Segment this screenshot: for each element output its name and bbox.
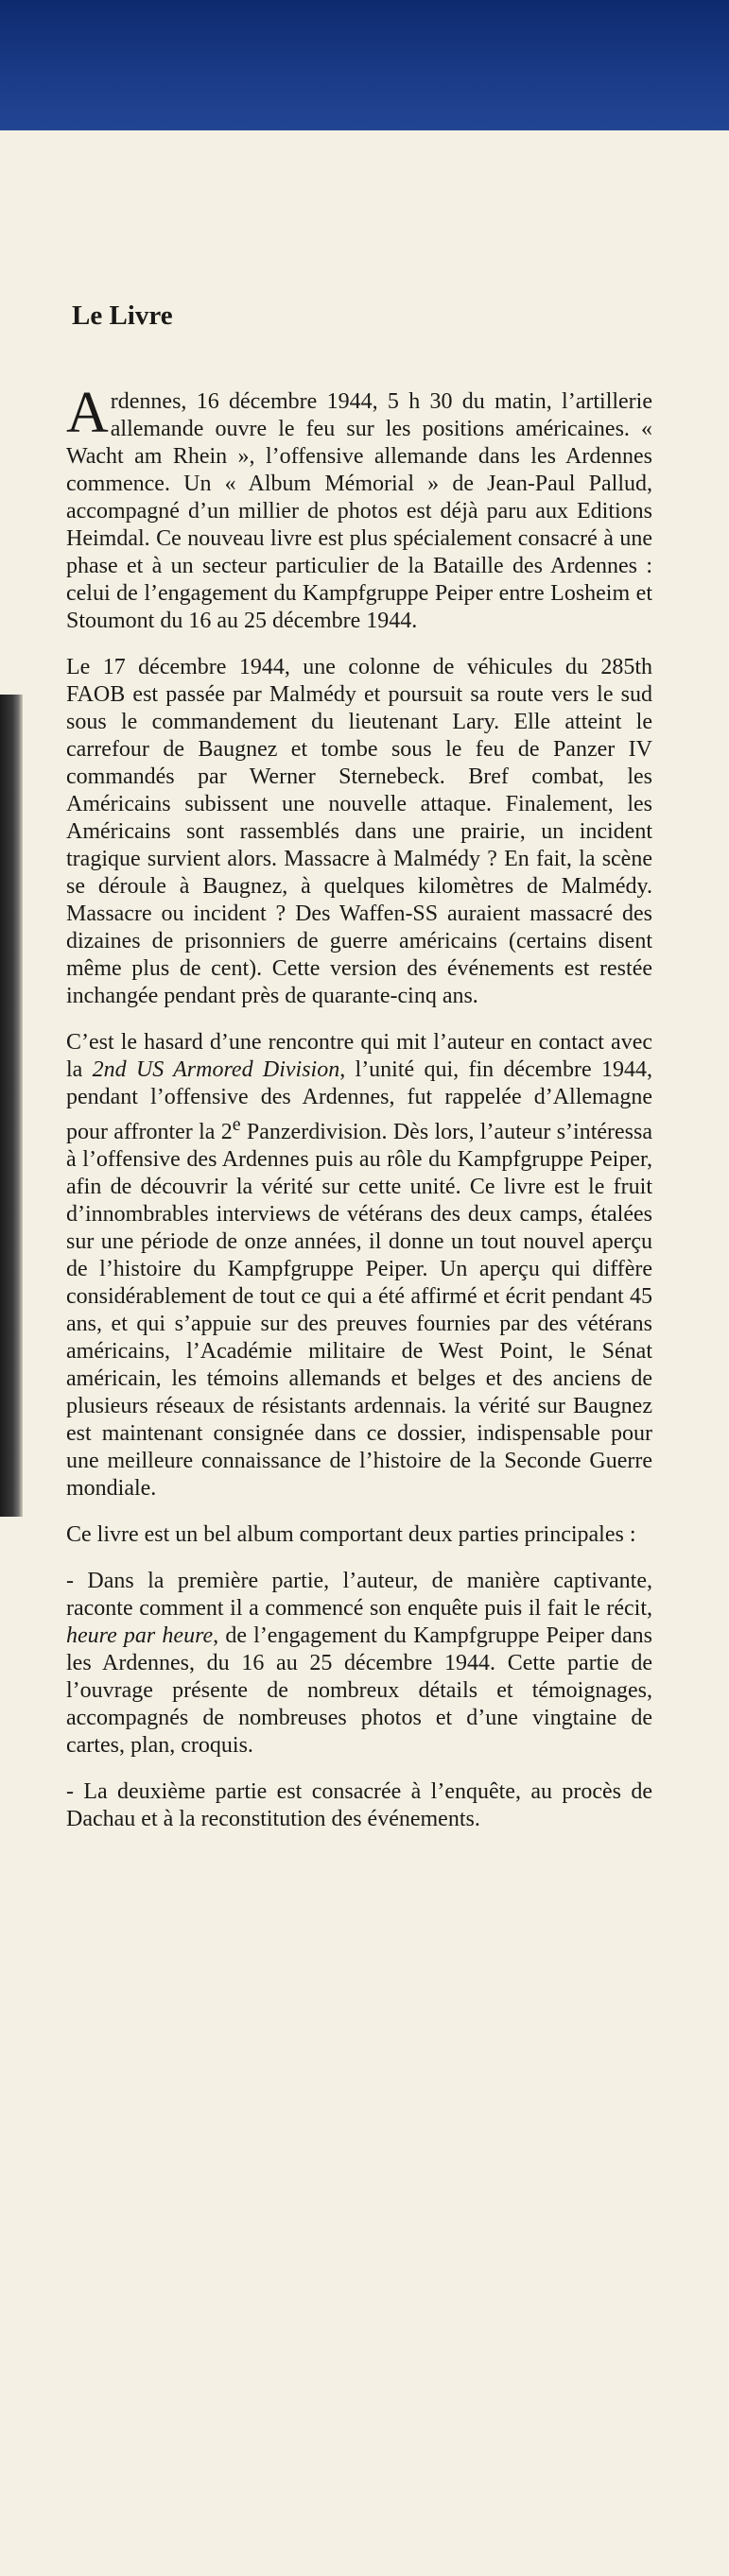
paragraph-baugnez: Le 17 décembre 1944, une colonne de véhicules du 285th FAOB est passée par Malmédy et poursuit sa route vers le sud sous le commandement du lieutenant Lary. Elle atteint le carrefour de Baugnez et tombe sous le feu de Panzer IV commandés par Werner Sternebeck. Bref combat, les Américains subissent une nouvelle attaque. Finalement, les Américains sont rassemblés dans une prairie, un incident tragique survient alors. Massacre à Malmédy ? En fait, la scène se déroule à Baugnez, à quelques kilomètres de Malmédy. Massacre ou incident ? Des Waffen-SS auraient massacré des dizaines de prisonniers de guerre américains (certains disent même plus de cent). Cette version des événements est restée inchangée pendant près de quarante-cinq ans. [66,655,652,1008]
book-description [66,301,652,1852]
emphasis-text: heure par heure [66,1623,214,1648]
paragraph-parts-intro: Ce livre est un bel album comportant deux parties principales : [66,1522,636,1547]
list-item-part-two: - La deuxième partie est consacrée à l’enquête, au procès de Dachau et à la reconstitution des événements. [66,1779,652,1831]
ordinal-suffix: e [232,1114,241,1135]
text-run: , de l’engagement du Kampfgruppe Peiper dans les Ardennes, du 16 au 25 décembre 1944. Cette partie de l’ouvrage présente de nombreux détails et témoignages, accompagnés de nombreuses photos et d’une vingtaine de cartes, plan, croquis. [66,1623,652,1758]
paragraph-intro [66,381,652,635]
text-run: Panzerdivision. Dès lors, l’auteur s’intéressa à l’offensive des Ardennes puis au rôle du Kampfgruppe Peiper, afin de découvrir la vérité sur cette unité. Ce livre est le fruit d’innombrables interviews de vétérans des deux camps, étalées sur une période de onze années, il donne un tout nouvel aperçu de l’histoire du Kampfgruppe Peiper. Un aperçu qui diffère considérablement de tout ce qui a été affirmé et écrit pendant 45 ans, et qui s’appuie sur des preuves fournies par des vétérans américains, l’Académie militaire de West Point, le Sénat américain, les témoins allemands et belges et des anciens de plusieurs réseaux de résistants ardennais. la vérité sur Baugnez est maintenant consignée dans ce dossier, indispensable pour une meilleure connaissance de l’histoire de la Seconde Guerre mondiale. [66,1120,652,1501]
division-name: 2nd US Armored Division [92,1057,340,1082]
text-run: - Dans la première partie, l’auteur, de manière captivante, raconte comment il a commencé son enquête puis il fait le récit, [66,1569,652,1621]
text-run: , l’unité qui, fin décembre 1944, pendant l’offensive des Ardennes, fut rappelée d’Allemagne pour affronter la 2 [66,1057,652,1144]
paragraph-author [66,1029,652,1503]
paragraph-text: rdennes, 16 décembre 1944, 5 h 30 du matin, l’artillerie allemande ouvre le feu sur les positions américaines. « Wacht am Rhein », l’offensive allemande dans les Ardennes commence. Un « Album Mémorial » de Jean-Paul Pallud, accompagné d’un millier de photos est déjà paru aux Editions Heimdal. Ce nouveau livre est plus spécialement consacré à une phase et à un secteur particulier de la Bataille des Ardennes : celui de l’engagement du Kampfgruppe Peiper entre Losheim et Stoumont du 16 au 25 décembre 1944. [66,389,652,633]
top-color-band [0,0,729,130]
section-title: Le Livre [72,301,173,331]
text-run: C’est le hasard d’une rencontre qui mit l’auteur en contact avec la [66,1030,652,1082]
cover-photo-edge [0,695,23,1517]
drop-cap: A [66,381,109,445]
list-item-part-one [66,1568,652,1760]
